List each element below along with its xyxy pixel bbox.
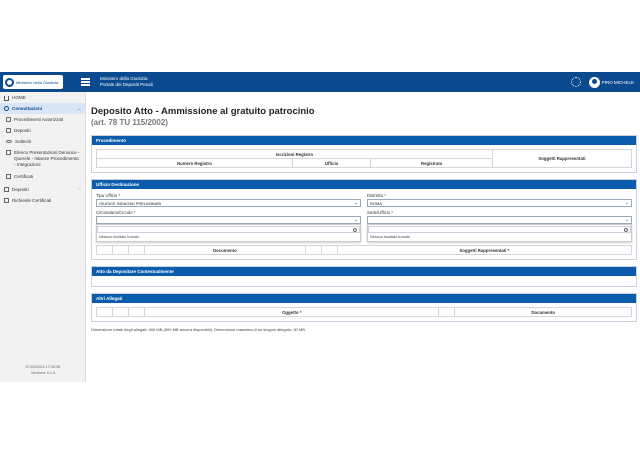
atto-panel [91, 266, 637, 287]
select-value: ROMA [370, 200, 382, 206]
sidebar-item-label: Solleciti [15, 139, 31, 144]
circondario-select[interactable] [96, 216, 361, 224]
sidebar-item-home[interactable] [0, 92, 85, 103]
box-icon [4, 187, 9, 192]
sidebar-footer [0, 365, 86, 376]
sidebar-item-richieste-certificati[interactable] [0, 195, 85, 206]
table-cell [305, 246, 321, 255]
chevron-down-icon: ﹀ [77, 186, 81, 192]
sidebar-item-label: HOME [12, 95, 26, 100]
footer-version: Versione 5.1.5 [30, 370, 56, 375]
table-cell [97, 246, 113, 255]
chevron-down-icon: ⌄ [353, 217, 358, 223]
sidebar-item-depositi[interactable] [0, 184, 85, 195]
sede-search-input[interactable] [368, 226, 631, 233]
panel-header: Altri Allegati [92, 294, 636, 303]
main-content [91, 92, 637, 382]
user-name: PIRO MICHELE [601, 79, 634, 85]
user-avatar-icon [589, 77, 600, 88]
circondario-dropdown [96, 224, 361, 242]
sede-label: Sede/Ufficio * [367, 210, 393, 215]
column-header: Ufficio [292, 159, 371, 168]
doc-icon [6, 150, 11, 155]
documento-table [96, 245, 632, 255]
sede-select[interactable] [367, 216, 632, 224]
no-result-text: Nessun risultato trovato [370, 235, 410, 239]
procedimento-table [96, 149, 632, 168]
sidebar-item-label: Elenco Presentazioni Denunce - Querele - Istanze Procedimento - Integrazioni [14, 150, 80, 167]
link-icon [6, 140, 12, 143]
sidebar-item-procedimenti[interactable] [0, 114, 85, 125]
chevron-down-icon: ⌄ [624, 217, 629, 223]
ministry-name: Ministero della Giustizia [100, 76, 148, 81]
search-icon [353, 228, 357, 232]
folder-icon [6, 128, 11, 133]
column-header: Documento [455, 308, 632, 317]
circondario-search-input[interactable] [97, 226, 360, 233]
sidebar-item-solleciti[interactable] [0, 136, 85, 147]
sidebar-item-consultazioni[interactable] [0, 103, 85, 114]
loading-spinner-icon [571, 77, 581, 87]
tipo-ufficio-select[interactable] [96, 199, 361, 207]
sidebar-item-label: Consultazioni [12, 106, 43, 111]
column-header: Documento [145, 246, 306, 255]
procedimento-panel [91, 135, 637, 173]
page-title: Deposito Atto - Ammissione al gratuito patrocinio [91, 106, 315, 117]
soggetti-header: Soggetti Rappresentati [492, 150, 631, 168]
app-window [0, 72, 640, 382]
table-cell [113, 246, 129, 255]
ministry-logo[interactable] [3, 75, 63, 89]
chevron-down-icon: ⌄ [353, 200, 358, 206]
ufficio-panel [91, 179, 637, 260]
table-cell [129, 308, 145, 317]
no-result-text: Nessun risultato trovato [99, 235, 139, 239]
circondario-label: Circondario/Circolo * [96, 210, 136, 215]
portal-title [100, 76, 153, 88]
top-bar [0, 72, 640, 92]
distretto-label: Distretto * [367, 193, 386, 198]
user-menu[interactable] [589, 77, 634, 88]
sidebar-item-certificati[interactable] [0, 171, 85, 182]
sidebar-item-label: Depositi [14, 128, 31, 133]
emblem-icon [5, 78, 14, 87]
table-cell [129, 246, 145, 255]
search-icon [624, 228, 628, 232]
footer-date: 07/03/2024 17:33:05 [25, 365, 61, 369]
attachment-size-note: Dimensione totale degli allegati: 500 MB (500 MB ancora disponibili). Dimensione massima di un singolo allegato: 30 MB. [91, 327, 307, 332]
folder-icon [6, 117, 11, 122]
home-icon [4, 96, 9, 101]
panel-header: Atto da Depositare Contestualmente [92, 267, 636, 276]
column-header: Oggetto * [145, 308, 439, 317]
doc-icon [6, 174, 11, 179]
table-cell [113, 308, 129, 317]
tipo-ufficio-label: Tipo Ufficio * [96, 193, 121, 198]
column-header: Numero Registro [97, 159, 293, 168]
sede-dropdown [367, 224, 632, 242]
logo-text: Ministero della Giustizia [16, 79, 59, 85]
allegati-table [96, 307, 632, 317]
chevron-down-icon: ⌄ [624, 200, 629, 206]
sidebar-item-label: Depositi [12, 187, 29, 192]
sidebar-item-depositi-sub[interactable] [0, 125, 85, 136]
sidebar-item-elenco-presentazioni[interactable] [0, 147, 85, 171]
panel-header: Ufficio Destinazione [92, 180, 636, 189]
table-cell [321, 246, 337, 255]
column-header: Registrato [371, 159, 493, 168]
chevron-up-icon: ︿ [77, 105, 81, 111]
sidebar-item-label: Richieste Certificati [12, 198, 52, 203]
allegati-panel [91, 293, 637, 322]
menu-toggle-icon[interactable] [81, 78, 90, 86]
box-icon [4, 198, 9, 203]
sidebar-item-label: Certificati [14, 174, 34, 179]
sidebar-item-label: Procedimenti Autorizzati [14, 117, 64, 122]
page-subtitle: (art. 78 TU 115/2002) [91, 118, 168, 127]
column-header: Soggetti Rappresentati * [337, 246, 631, 255]
distretto-select[interactable] [367, 199, 632, 207]
select-value: GIUDICE INDAGINI PRELIMINARI [99, 200, 162, 206]
table-cell [439, 308, 455, 317]
sidebar [0, 92, 86, 382]
search-icon [4, 106, 9, 111]
iscrizioni-header: Iscrizioni Registro [97, 150, 493, 159]
panel-header: Procedimento [92, 136, 636, 145]
table-cell [97, 308, 113, 317]
portal-name: Portale dei Depositi Penali [100, 82, 153, 87]
